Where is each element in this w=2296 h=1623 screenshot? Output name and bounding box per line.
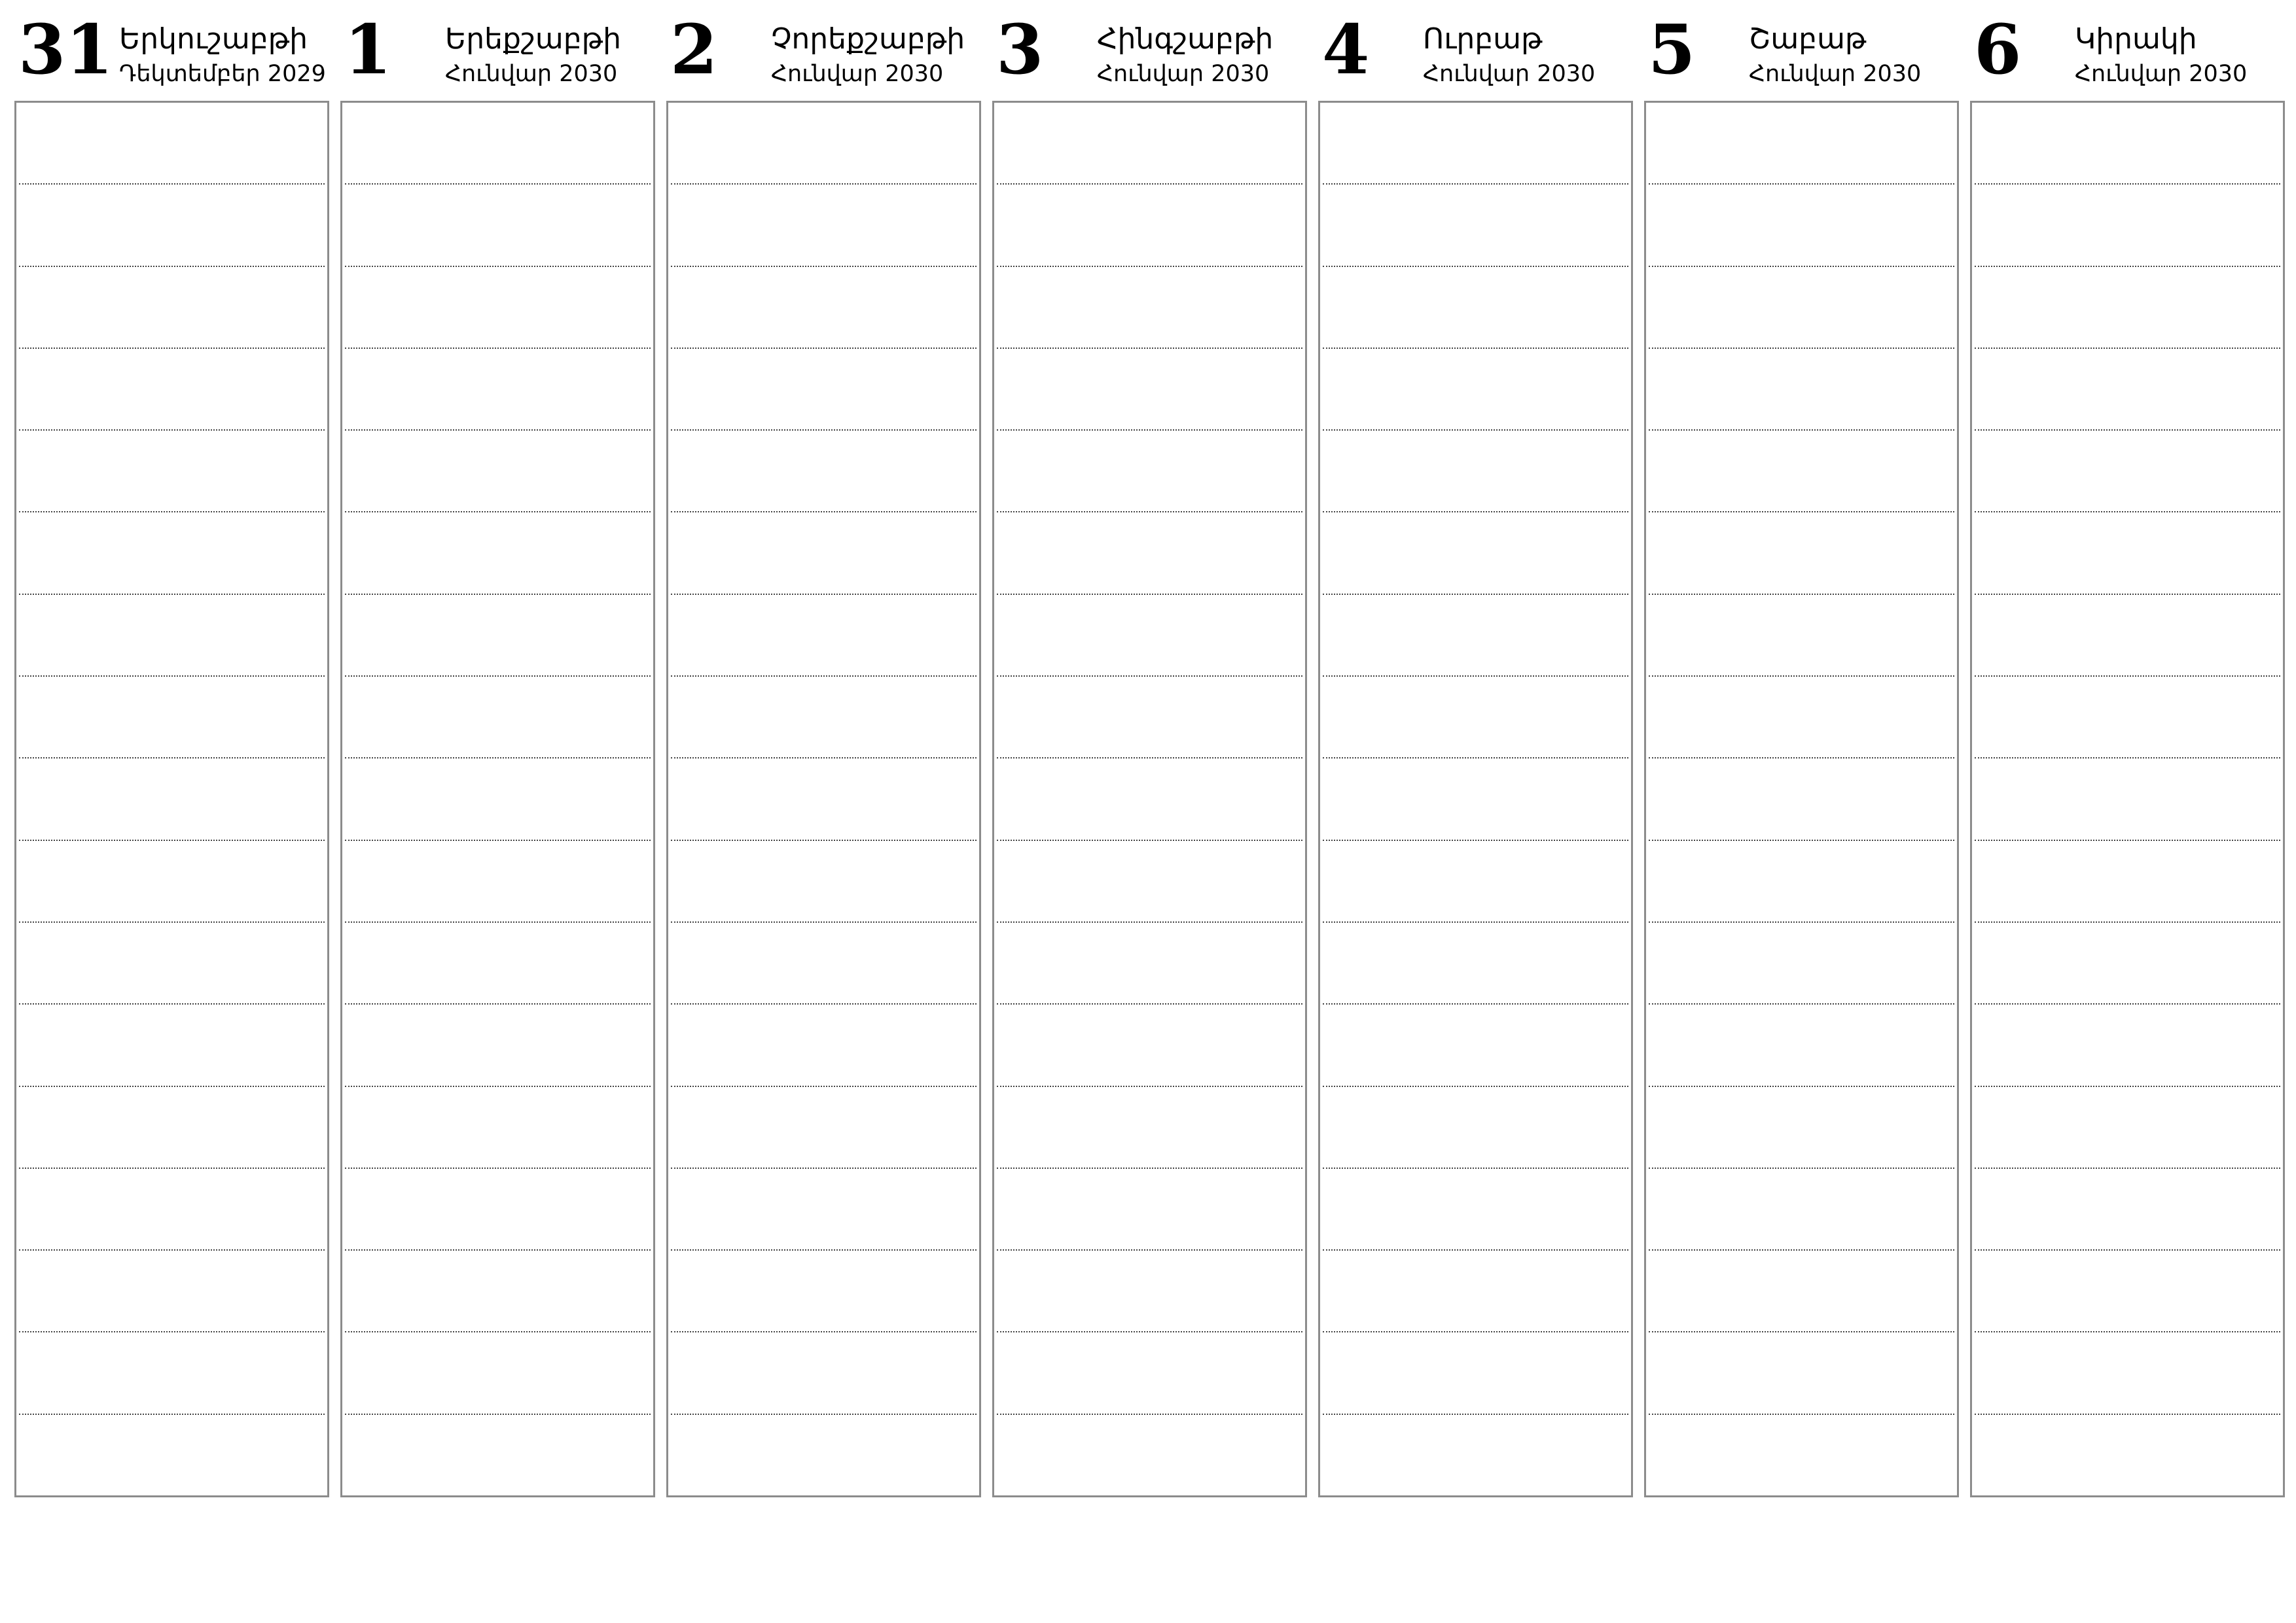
note-line[interactable] <box>345 1169 651 1251</box>
day-header <box>1970 0 2284 101</box>
note-line[interactable] <box>997 1415 1302 1495</box>
note-line[interactable] <box>19 758 325 840</box>
day-number: 4 <box>1322 9 1370 90</box>
day-header <box>340 0 654 101</box>
note-line[interactable] <box>671 1087 977 1169</box>
note-line[interactable] <box>1323 1251 1628 1332</box>
notes-box[interactable] <box>992 101 1307 1497</box>
note-line[interactable] <box>1323 758 1628 840</box>
note-line[interactable] <box>1975 841 2280 923</box>
notes-box[interactable] <box>14 101 329 1497</box>
note-line[interactable] <box>345 1005 651 1086</box>
month-year: Դեկտեմբեր 2029 <box>119 61 326 87</box>
note-line[interactable] <box>997 1169 1302 1251</box>
note-line[interactable] <box>671 758 977 840</box>
note-line[interactable] <box>345 1087 651 1169</box>
note-line[interactable] <box>19 595 325 677</box>
note-line[interactable] <box>671 677 977 758</box>
month-year: Հունվար 2030 <box>771 61 944 87</box>
note-line[interactable] <box>1649 1169 1954 1251</box>
note-line[interactable] <box>1323 1169 1628 1251</box>
notes-box[interactable] <box>1970 101 2285 1497</box>
note-line[interactable] <box>671 431 977 512</box>
weekday-name: Ուրբաթ <box>1423 22 1543 56</box>
note-line[interactable] <box>1649 841 1954 923</box>
note-line[interactable] <box>345 185 651 266</box>
note-line[interactable] <box>345 349 651 431</box>
note-line[interactable] <box>997 103 1302 185</box>
note-line[interactable] <box>671 1169 977 1251</box>
note-line[interactable] <box>345 595 651 677</box>
weekday-name: Շաբաթ <box>1749 22 1867 56</box>
note-line[interactable] <box>1323 431 1628 512</box>
note-line[interactable] <box>1323 1087 1628 1169</box>
weekday-name: Հինգշաբթի <box>1097 22 1274 56</box>
note-line[interactable] <box>997 512 1302 594</box>
note-line[interactable] <box>1323 103 1628 185</box>
note-line[interactable] <box>1649 267 1954 349</box>
note-line[interactable] <box>1649 349 1954 431</box>
note-line[interactable] <box>671 512 977 594</box>
note-line[interactable] <box>671 267 977 349</box>
note-line[interactable] <box>997 349 1302 431</box>
day-column-wed <box>666 0 980 101</box>
month-year: Հունվար 2030 <box>1097 61 1270 87</box>
note-line[interactable] <box>1975 349 2280 431</box>
note-line[interactable] <box>345 677 651 758</box>
note-line[interactable] <box>1975 1087 2280 1169</box>
notes-box[interactable] <box>1318 101 1633 1497</box>
day-header <box>992 0 1306 101</box>
note-line[interactable] <box>997 1332 1302 1414</box>
note-line[interactable] <box>19 1332 325 1414</box>
note-line[interactable] <box>345 758 651 840</box>
note-line[interactable] <box>997 431 1302 512</box>
month-year: Հունվար 2030 <box>445 61 618 87</box>
note-line[interactable] <box>671 349 977 431</box>
weekday-name: Երեքշաբթի <box>445 22 622 56</box>
note-line[interactable] <box>997 185 1302 266</box>
note-line[interactable] <box>1323 595 1628 677</box>
note-line[interactable] <box>1649 677 1954 758</box>
note-line[interactable] <box>1975 512 2280 594</box>
note-line[interactable] <box>671 1005 977 1086</box>
day-number: 1 <box>344 9 392 90</box>
note-line[interactable] <box>345 512 651 594</box>
note-line[interactable] <box>997 841 1302 923</box>
note-line[interactable] <box>345 103 651 185</box>
note-line[interactable] <box>997 1005 1302 1086</box>
note-line[interactable] <box>1975 185 2280 266</box>
note-line[interactable] <box>19 185 325 266</box>
note-line[interactable] <box>345 1332 651 1414</box>
day-number: 2 <box>670 9 718 90</box>
note-line[interactable] <box>997 677 1302 758</box>
day-number: 3 <box>996 9 1044 90</box>
note-line[interactable] <box>1975 431 2280 512</box>
day-column-thu <box>992 0 1306 101</box>
day-column-tue <box>340 0 654 101</box>
note-line[interactable] <box>1975 1415 2280 1495</box>
note-line[interactable] <box>19 267 325 349</box>
note-line[interactable] <box>19 841 325 923</box>
note-line[interactable] <box>19 923 325 1005</box>
note-line[interactable] <box>1649 1087 1954 1169</box>
note-line[interactable] <box>1323 185 1628 266</box>
note-line[interactable] <box>19 1251 325 1332</box>
note-line[interactable] <box>1649 431 1954 512</box>
note-line[interactable] <box>671 1251 977 1332</box>
note-line[interactable] <box>1649 1415 1954 1495</box>
day-number: 6 <box>1974 9 2022 90</box>
note-line[interactable] <box>997 1251 1302 1332</box>
note-line[interactable] <box>1975 1005 2280 1086</box>
day-column-mon <box>14 0 328 101</box>
note-line[interactable] <box>1323 923 1628 1005</box>
note-line[interactable] <box>1975 923 2280 1005</box>
notes-box[interactable] <box>1644 101 1959 1497</box>
note-line[interactable] <box>1975 1169 2280 1251</box>
note-line[interactable] <box>1649 1005 1954 1086</box>
month-year: Հունվար 2030 <box>1749 61 1922 87</box>
note-line[interactable] <box>345 841 651 923</box>
note-line[interactable] <box>671 1332 977 1414</box>
note-line[interactable] <box>1975 1251 2280 1332</box>
note-line[interactable] <box>345 1415 651 1495</box>
note-line[interactable] <box>997 595 1302 677</box>
note-line[interactable] <box>1323 1332 1628 1414</box>
note-line[interactable] <box>1649 103 1954 185</box>
note-line[interactable] <box>19 103 325 185</box>
note-line[interactable] <box>1649 185 1954 266</box>
note-line[interactable] <box>1975 758 2280 840</box>
note-line[interactable] <box>671 923 977 1005</box>
note-line[interactable] <box>19 1005 325 1086</box>
note-line[interactable] <box>671 185 977 266</box>
note-line[interactable] <box>1975 267 2280 349</box>
note-line[interactable] <box>19 1415 325 1495</box>
weekly-planner <box>14 0 2283 1623</box>
note-line[interactable] <box>1975 1332 2280 1414</box>
note-line[interactable] <box>1975 595 2280 677</box>
note-line[interactable] <box>997 267 1302 349</box>
weekday-name: Չորեքշաբթի <box>771 22 965 56</box>
note-line[interactable] <box>671 103 977 185</box>
note-line[interactable] <box>345 267 651 349</box>
weekday-name: Կիրակի <box>2075 22 2197 56</box>
month-year: Հունվար 2030 <box>2075 61 2248 87</box>
note-line[interactable] <box>671 841 977 923</box>
day-header <box>1644 0 1958 101</box>
note-line[interactable] <box>671 1415 977 1495</box>
weekday-name: Երկուշաբթի <box>119 22 308 56</box>
note-line[interactable] <box>19 677 325 758</box>
note-line[interactable] <box>997 923 1302 1005</box>
note-line[interactable] <box>1649 1332 1954 1414</box>
note-line[interactable] <box>19 431 325 512</box>
note-line[interactable] <box>1323 677 1628 758</box>
note-line[interactable] <box>1323 267 1628 349</box>
note-line[interactable] <box>345 431 651 512</box>
day-number: 31 <box>18 9 113 90</box>
note-line[interactable] <box>1649 758 1954 840</box>
note-line[interactable] <box>19 1087 325 1169</box>
note-line[interactable] <box>1649 595 1954 677</box>
note-line[interactable] <box>1323 349 1628 431</box>
notes-box[interactable] <box>340 101 655 1497</box>
note-line[interactable] <box>1323 512 1628 594</box>
note-line[interactable] <box>1323 1005 1628 1086</box>
note-line[interactable] <box>19 349 325 431</box>
note-line[interactable] <box>345 923 651 1005</box>
note-line[interactable] <box>19 1169 325 1251</box>
day-column-fri <box>1318 0 1632 101</box>
note-line[interactable] <box>1323 1415 1628 1495</box>
note-line[interactable] <box>19 512 325 594</box>
note-line[interactable] <box>997 758 1302 840</box>
note-line[interactable] <box>345 1251 651 1332</box>
note-line[interactable] <box>1323 841 1628 923</box>
note-line[interactable] <box>671 595 977 677</box>
note-line[interactable] <box>1649 1251 1954 1332</box>
notes-box[interactable] <box>666 101 981 1497</box>
day-column-sat <box>1644 0 1958 101</box>
note-line[interactable] <box>1649 512 1954 594</box>
month-year: Հունվար 2030 <box>1423 61 1596 87</box>
day-number: 5 <box>1648 9 1696 90</box>
note-line[interactable] <box>997 1087 1302 1169</box>
note-line[interactable] <box>1975 677 2280 758</box>
day-column-sun <box>1970 0 2284 101</box>
note-line[interactable] <box>1975 103 2280 185</box>
day-header <box>14 0 328 101</box>
note-line[interactable] <box>1649 923 1954 1005</box>
day-header <box>1318 0 1632 101</box>
day-header <box>666 0 980 101</box>
